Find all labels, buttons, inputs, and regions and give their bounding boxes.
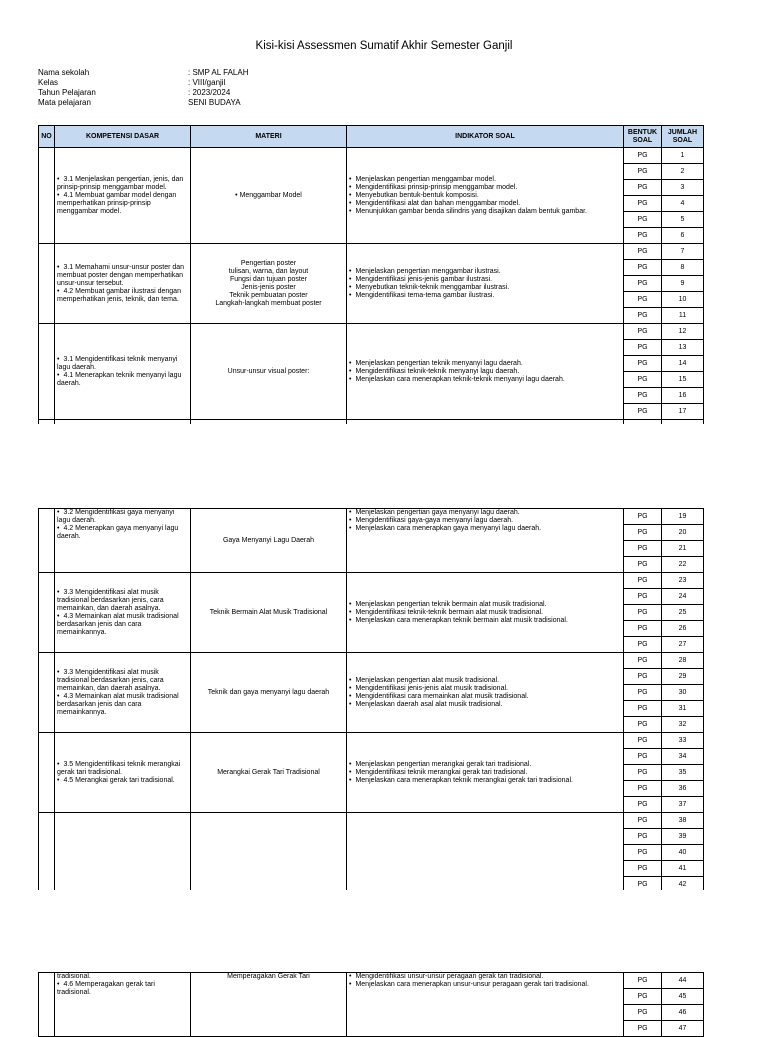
cell-jumlah-soal: 9	[662, 276, 704, 292]
kompetensi-dasar-text: • 4.2 Menerapkan gaya menyanyi lagu daerah.	[57, 525, 188, 541]
cell-bentuk-soal: PG	[624, 276, 662, 292]
cell-jumlah-soal: 11	[662, 308, 704, 324]
header-materi: MATERI	[191, 126, 347, 148]
cell-jumlah-soal: 28	[662, 653, 704, 669]
cell-bentuk-soal: PG	[624, 573, 662, 589]
cell-bentuk-soal: PG	[624, 717, 662, 733]
kompetensi-dasar-text: • 4.6 Memperagakan gerak tari tradisional.	[57, 981, 188, 997]
cell-jumlah-soal: 5	[662, 212, 704, 228]
meta-label: Kelas	[38, 78, 59, 87]
table-row	[39, 509, 704, 525]
cell-materi	[191, 733, 347, 813]
cell-bentuk-soal: PG	[624, 180, 662, 196]
cell-jumlah-soal: 37	[662, 797, 704, 813]
cell-kompetensi-dasar	[55, 733, 191, 813]
meta-value: : SMP AL FALAH	[188, 68, 249, 77]
cell-jumlah-soal: 15	[662, 372, 704, 388]
cell-kompetensi-dasar	[55, 573, 191, 653]
cell-jumlah-soal: 13	[662, 340, 704, 356]
table-row	[39, 973, 704, 989]
kompetensi-dasar-text: • 3.3 Mengidentifikasi alat musik tradisional berdasarkan jenis, cara memainkan, dan daerah asalnya.	[57, 589, 188, 613]
meta-label: Mata pelajaran	[38, 98, 91, 107]
cell-kompetensi-dasar	[55, 324, 191, 420]
cell-bentuk-soal: PG	[624, 228, 662, 244]
cell-jumlah-soal: 24	[662, 589, 704, 605]
cell-bentuk-soal: PG	[624, 557, 662, 573]
kompetensi-dasar-text: • 3.5 Mengidentifikasi teknik merangkai gerak tari tradisional.	[57, 761, 188, 777]
indikator-text: • Menjelaskan cara menerapkan teknik-teknik menyanyi lagu daerah.	[349, 376, 621, 384]
cell-jumlah-soal: 32	[662, 717, 704, 733]
cell-materi	[191, 148, 347, 244]
materi-text: Merangkai Gerak Tari Tradisional	[217, 768, 320, 776]
cell-bentuk-soal: PG	[624, 637, 662, 653]
cell-bentuk-soal: PG	[624, 372, 662, 388]
indikator-text: • Menyebutkan teknik-teknik menggambar ilustrasi.	[349, 284, 621, 292]
cell-bentuk-soal: PG	[624, 244, 662, 260]
table-row	[39, 148, 704, 164]
cell-bentuk-soal: PG	[624, 260, 662, 276]
cell-jumlah-soal: 40	[662, 845, 704, 861]
cell-no	[39, 244, 55, 324]
indikator-text: • Mengidentifikasi teknik merangkai gerak tari tradisional.	[349, 769, 621, 777]
cell-bentuk-soal: PG	[624, 340, 662, 356]
materi-text: Jenis-jenis poster	[241, 283, 296, 291]
kompetensi-dasar-text: • 4.3 Memainkan alat musik tradisional berdasarkan jenis dan cara memainkannya.	[57, 693, 188, 717]
indikator-text: • Mengidentifikasi teknik-teknik bermain alat musik tradisional.	[349, 609, 621, 617]
cell-jumlah-soal: 34	[662, 749, 704, 765]
cell-bentuk-soal: PG	[624, 861, 662, 877]
table-row	[39, 653, 704, 669]
cell-bentuk-soal: PG	[624, 164, 662, 180]
kompetensi-dasar-text: tradisional.	[57, 973, 91, 980]
materi-text: Teknik pembuatan poster	[229, 291, 308, 299]
cell-indikator-soal	[347, 244, 624, 324]
cell-jumlah-soal: 20	[662, 525, 704, 541]
cell-kompetensi-dasar	[55, 148, 191, 244]
kisi-kisi-table-page-2	[38, 508, 704, 909]
materi-text: Gaya Menyanyi Lagu Daerah	[222, 536, 315, 544]
table-row	[39, 733, 704, 749]
meta-value: : VIII/ganjil	[188, 78, 226, 87]
table-row	[39, 324, 704, 340]
cell-bentuk-soal: PG	[624, 525, 662, 541]
cell-indikator-soal	[347, 973, 624, 1037]
cell-indikator-soal	[347, 733, 624, 813]
indikator-text: • Mengidentifikasi unsur-unsur peragaan gerak tari tradisional.	[349, 973, 621, 981]
cell-bentuk-soal: PG	[624, 621, 662, 637]
cell-jumlah-soal: 26	[662, 621, 704, 637]
kompetensi-dasar-text: • 4.1 Menerapkan teknik menyanyi lagu daerah.	[57, 372, 188, 388]
meta-row	[38, 88, 248, 98]
materi-text: Unsur-unsur visual poster:	[227, 367, 310, 375]
cell-kompetensi-dasar	[55, 509, 191, 573]
cell-jumlah-soal: 25	[662, 605, 704, 621]
cell-bentuk-soal: PG	[624, 589, 662, 605]
cell-no	[39, 573, 55, 653]
table-row	[39, 573, 704, 589]
indikator-text: • Menjelaskan pengertian merangkai gerak tari tradisional.	[349, 761, 621, 769]
cell-bentuk-soal: PG	[624, 781, 662, 797]
indikator-text: • Mengidentifikasi alat dan bahan menggambar model.	[349, 200, 621, 208]
kisi-kisi-table-page-3	[38, 972, 704, 1037]
cell-bentuk-soal: PG	[624, 813, 662, 829]
page-break-1	[0, 424, 768, 508]
meta-row	[38, 68, 248, 78]
indikator-text: • Menjelaskan pengertian alat musik tradisional.	[349, 677, 621, 685]
cell-jumlah-soal: 22	[662, 557, 704, 573]
cell-jumlah-soal: 1	[662, 148, 704, 164]
materi-text: tulisan, warna, dan layout	[228, 267, 309, 275]
indikator-text: • Menyebutkan bentuk-bentuk komposisi.	[349, 192, 621, 200]
cell-bentuk-soal: PG	[624, 733, 662, 749]
cell-no	[39, 324, 55, 420]
cell-indikator-soal	[347, 573, 624, 653]
cell-materi	[191, 573, 347, 653]
indikator-text: • Menjelaskan pengertian menggambar model.	[349, 176, 621, 184]
cell-bentuk-soal: PG	[624, 388, 662, 404]
cell-bentuk-soal: PG	[624, 324, 662, 340]
cell-bentuk-soal: PG	[624, 605, 662, 621]
materi-text: • Menggambar Model	[235, 191, 302, 199]
indikator-text: • Menjelaskan cara menerapkan teknik merangkai gerak tari tradisional.	[349, 777, 621, 785]
materi-text: Teknik dan gaya menyanyi lagu daerah	[207, 688, 330, 696]
cell-jumlah-soal: 45	[662, 989, 704, 1005]
cell-bentuk-soal: PG	[624, 669, 662, 685]
cell-no	[39, 509, 55, 573]
indikator-text: • Mengidentifikasi teknik-teknik menyanyi lagu daerah.	[349, 368, 621, 376]
meta-row	[38, 78, 248, 88]
cell-indikator-soal	[347, 509, 624, 573]
cell-kompetensi-dasar	[55, 973, 191, 1037]
header-bentuk-soal: BENTUK SOAL	[624, 126, 662, 148]
cell-no	[39, 653, 55, 733]
cell-bentuk-soal: PG	[624, 212, 662, 228]
cell-indikator-soal	[347, 148, 624, 244]
cell-jumlah-soal: 46	[662, 1005, 704, 1021]
kompetensi-dasar-text: • 3.3 Mengidentifikasi alat musik tradisional berdasarkan jenis, cara memainkan, dan daerah asalnya.	[57, 669, 188, 693]
kompetensi-dasar-text: • 4.5 Merangkai gerak tari tradisional.	[57, 777, 188, 785]
kompetensi-dasar-text: • 4.1 Membuat gambar model dengan memperhatikan prinsip-prinsip menggambar model.	[57, 192, 188, 216]
cell-materi	[191, 973, 347, 1037]
cell-bentuk-soal: PG	[624, 404, 662, 420]
cell-kompetensi-dasar	[55, 653, 191, 733]
cell-no	[39, 973, 55, 1037]
cell-bentuk-soal: PG	[624, 292, 662, 308]
cell-materi	[191, 509, 347, 573]
cell-materi	[191, 244, 347, 324]
indikator-text: • Menjelaskan pengertian teknik menyanyi lagu daerah.	[349, 360, 621, 368]
indikator-text: • Menjelaskan cara menerapkan unsur-unsur peragaan gerak tari tradisional.	[349, 981, 621, 989]
meta-row	[38, 98, 248, 108]
header-indikator-soal: INDIKATOR SOAL	[347, 126, 624, 148]
cell-jumlah-soal: 30	[662, 685, 704, 701]
cell-jumlah-soal: 4	[662, 196, 704, 212]
indikator-text: • Menunjukkan gambar benda silindris yang disajikan dalam bentuk gambar.	[349, 208, 621, 216]
cell-jumlah-soal: 35	[662, 765, 704, 781]
cell-bentuk-soal: PG	[624, 509, 662, 525]
document-meta	[38, 68, 248, 108]
materi-text: Memperagakan Gerak Tari	[227, 973, 310, 980]
cell-jumlah-soal: 21	[662, 541, 704, 557]
materi-text: Teknik Bermain Alat Musik Tradisional	[209, 608, 328, 616]
cell-bentuk-soal: PG	[624, 1021, 662, 1037]
cell-no	[39, 148, 55, 244]
cell-bentuk-soal: PG	[624, 308, 662, 324]
kompetensi-dasar-text: • 4.3 Memainkan alat musik tradisional berdasarkan jenis dan cara memainkannya.	[57, 613, 188, 637]
kompetensi-dasar-text: • 3.1 Memahami unsur-unsur poster dan membuat poster dengan memperhatikan unsur-unsur tersebut.	[57, 264, 188, 288]
indikator-text: • Menjelaskan cara menerapkan teknik bermain alat musik tradisional.	[349, 617, 621, 625]
materi-text: Langkah-langkah membuat poster	[215, 299, 322, 307]
cell-bentuk-soal: PG	[624, 797, 662, 813]
cell-jumlah-soal: 41	[662, 861, 704, 877]
cell-jumlah-soal: 38	[662, 813, 704, 829]
cell-bentuk-soal: PG	[624, 845, 662, 861]
cell-bentuk-soal: PG	[624, 829, 662, 845]
cell-materi	[191, 653, 347, 733]
cell-jumlah-soal: 39	[662, 829, 704, 845]
cell-indikator-soal	[347, 324, 624, 420]
materi-text: Pengertian poster	[240, 259, 297, 267]
cell-jumlah-soal: 16	[662, 388, 704, 404]
cell-bentuk-soal: PG	[624, 196, 662, 212]
cell-no	[39, 733, 55, 813]
header-kompetensi-dasar: KOMPETENSI DASAR	[55, 126, 191, 148]
cell-jumlah-soal: 47	[662, 1021, 704, 1037]
cell-jumlah-soal: 42	[662, 877, 704, 893]
kompetensi-dasar-text: • 3.1 Menjelaskan pengertian, jenis, dan prinsip-prinsip menggambar model.	[57, 176, 188, 192]
cell-bentuk-soal: PG	[624, 749, 662, 765]
kompetensi-dasar-text: • 3.2 Mengidentifikasi gaya menyanyi lagu daerah.	[57, 509, 188, 525]
header-jumlah-soal: JUMLAH SOAL	[662, 126, 704, 148]
meta-label: Tahun Pelajaran	[38, 88, 96, 97]
cell-bentuk-soal: PG	[624, 1005, 662, 1021]
indikator-text: • Mengidentifikasi jenis-jenis gambar ilustrasi.	[349, 276, 621, 284]
header-no: NO	[39, 126, 55, 148]
indikator-text: • Mengidentifikasi tema-tema gambar ilustrasi.	[349, 292, 621, 300]
cell-bentuk-soal: PG	[624, 356, 662, 372]
cell-jumlah-soal: 14	[662, 356, 704, 372]
cell-jumlah-soal: 12	[662, 324, 704, 340]
cell-bentuk-soal: PG	[624, 701, 662, 717]
cell-jumlah-soal: 6	[662, 228, 704, 244]
indikator-text: • Menjelaskan daerah asal alat musik tradisional.	[349, 701, 621, 709]
cell-materi	[191, 324, 347, 420]
cell-bentuk-soal: PG	[624, 541, 662, 557]
meta-label: Nama sekolah	[38, 68, 90, 77]
cell-jumlah-soal: 31	[662, 701, 704, 717]
cell-jumlah-soal: 10	[662, 292, 704, 308]
cell-jumlah-soal: 17	[662, 404, 704, 420]
kompetensi-dasar-text: • 4.2 Membuat gambar ilustrasi dengan memperhatikan jenis, teknik, dan tema.	[57, 288, 188, 304]
kompetensi-dasar-text: • 3.1 Mengidentifikasi teknik menyanyi lagu daerah.	[57, 356, 188, 372]
cell-jumlah-soal: 2	[662, 164, 704, 180]
indikator-text: • Mengidentifikasi gaya-gaya menyanyi lagu daerah.	[349, 517, 621, 525]
cell-bentuk-soal: PG	[624, 685, 662, 701]
indikator-text: • Menjelaskan pengertian menggambar ilustrasi.	[349, 268, 621, 276]
table-row	[39, 813, 704, 829]
meta-value: : 2023/2024	[188, 88, 231, 97]
cell-jumlah-soal: 19	[662, 509, 704, 525]
indikator-text: • Mengidentifikasi jenis-jenis alat musik tradisional.	[349, 685, 621, 693]
cell-bentuk-soal: PG	[624, 653, 662, 669]
cell-jumlah-soal: 33	[662, 733, 704, 749]
indikator-text: • Menjelaskan cara menerapkan gaya menyanyi lagu daerah.	[349, 525, 621, 533]
cell-indikator-soal	[347, 653, 624, 733]
meta-value: SENI BUDAYA	[188, 98, 241, 107]
cell-jumlah-soal: 27	[662, 637, 704, 653]
indikator-text: • Menjelaskan pengertian teknik bermain alat musik tradisional.	[349, 601, 621, 609]
cell-bentuk-soal: PG	[624, 973, 662, 989]
cell-jumlah-soal: 3	[662, 180, 704, 196]
cell-bentuk-soal: PG	[624, 765, 662, 781]
cell-jumlah-soal: 8	[662, 260, 704, 276]
cell-jumlah-soal: 36	[662, 781, 704, 797]
indikator-text: • Mengidentifikasi prinsip-prinsip menggambar model.	[349, 184, 621, 192]
cell-jumlah-soal: 44	[662, 973, 704, 989]
cell-jumlah-soal: 23	[662, 573, 704, 589]
cell-kompetensi-dasar	[55, 244, 191, 324]
indikator-text: • Mengidentifikasi cara memainkan alat musik tradisional.	[349, 693, 621, 701]
kisi-kisi-table-page-1	[38, 125, 704, 436]
page-break-2	[0, 890, 768, 972]
indikator-text: • Menjelaskan pengertian gaya menyanyi lagu daerah.	[349, 509, 621, 517]
cell-bentuk-soal: PG	[624, 989, 662, 1005]
cell-jumlah-soal: 29	[662, 669, 704, 685]
document-title: Kisi-kisi Assessmen Sumatif Akhir Semester Ganjil	[255, 40, 513, 52]
cell-jumlah-soal: 7	[662, 244, 704, 260]
materi-text: Fungsi dan tujuan poster	[229, 275, 308, 283]
cell-bentuk-soal: PG	[624, 877, 662, 893]
cell-bentuk-soal: PG	[624, 148, 662, 164]
table-row	[39, 244, 704, 260]
